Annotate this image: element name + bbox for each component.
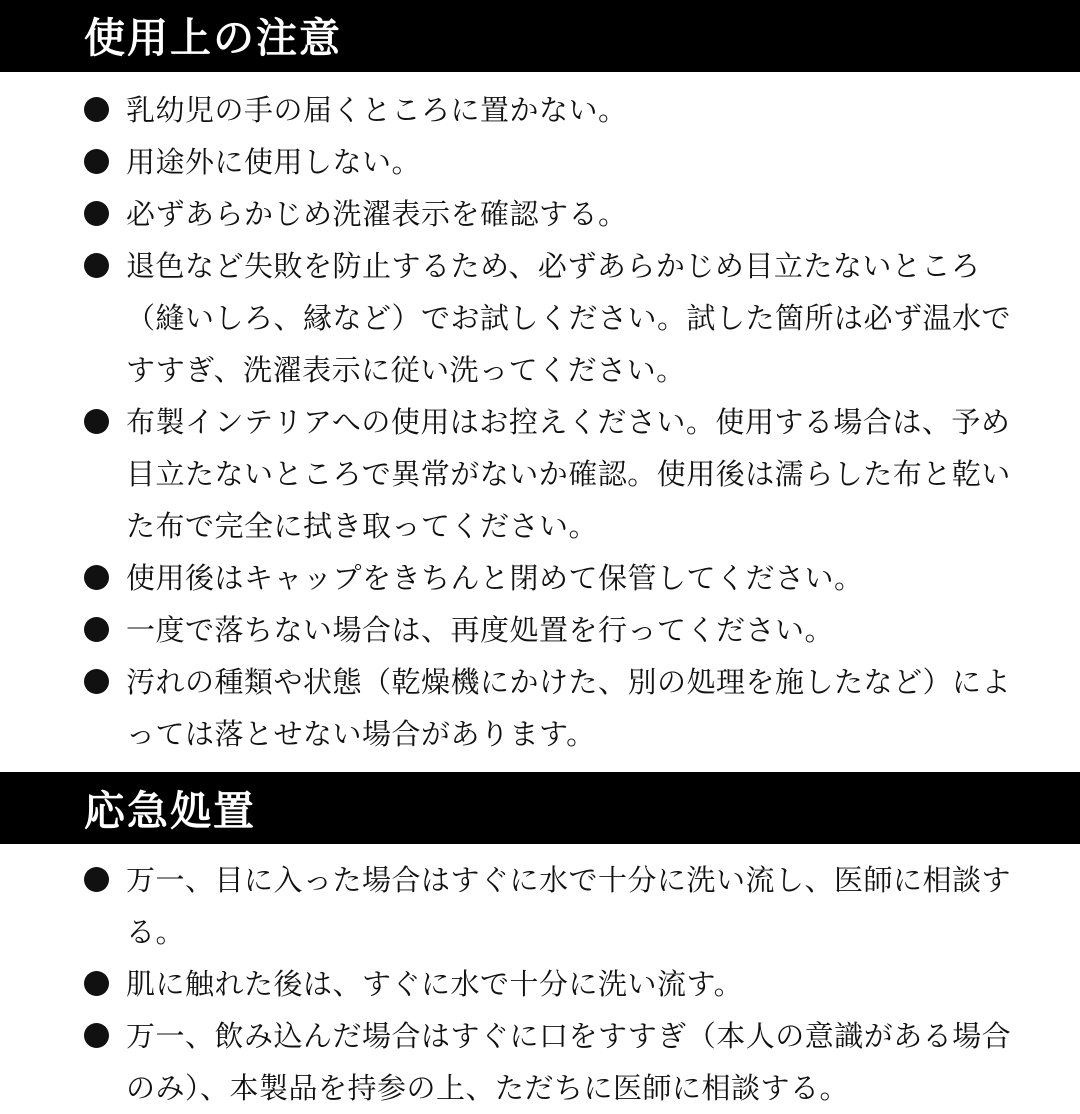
list-item	[84, 136, 1024, 188]
first-aid-list	[0, 854, 1080, 1114]
list-item-text: 一度で落ちない場合は、再度処置を行ってください。	[126, 613, 835, 647]
section-header-emergency	[0, 772, 1080, 844]
list-item	[84, 854, 1024, 958]
bullet-icon	[84, 149, 109, 174]
bullet-icon	[84, 253, 109, 278]
list-item-text: 布製インテリアへの使用はお控えください。使用する場合は、予め目立たないところで異常がないか確認。使用後は濡らした布と乾いた布で完全に拭き取ってください。	[126, 405, 1011, 543]
usage-notes-list	[0, 84, 1080, 760]
list-item	[84, 396, 1024, 552]
bullet-icon	[84, 97, 109, 122]
bullet-icon	[84, 971, 109, 996]
bullet-icon	[84, 867, 109, 892]
bullet-icon	[84, 669, 109, 694]
bullet-icon	[84, 409, 109, 434]
bullet-icon	[84, 565, 109, 590]
list-item	[84, 240, 1024, 396]
bullet-icon	[84, 1023, 109, 1048]
list-item-text: 退色など失敗を防止するため、必ずあらかじめ目立たないところ（縫いしろ、縁など）でお試しください。試した箇所は必ず温水ですすぎ、洗濯表示に従い洗ってください。	[126, 249, 1012, 387]
list-item	[84, 188, 1024, 240]
bullet-icon	[84, 617, 109, 642]
section-title-emergency: 応急処置	[84, 787, 256, 835]
list-item-text: 万一、飲み込んだ場合はすぐに口をすすぎ（本人の意識がある場合のみ）、本製品を持参の上、ただちに医師に相談する。	[126, 1019, 1012, 1105]
list-item	[84, 84, 1024, 136]
list-item	[84, 552, 1024, 604]
section-title-usage: 使用上の注意	[84, 14, 342, 62]
list-item	[84, 604, 1024, 656]
list-item-text: 必ずあらかじめ洗濯表示を確認する。	[126, 197, 628, 231]
list-item-text: 肌に触れた後は、すぐに水で十分に洗い流す。	[126, 967, 744, 1001]
list-item	[84, 656, 1024, 760]
list-item-text: 万一、目に入った場合はすぐに水で十分に洗い流し、医師に相談する。	[126, 863, 1012, 949]
list-item	[84, 958, 1024, 1010]
list-item-text: 使用後はキャップをきちんと閉めて保管してください。	[126, 561, 864, 595]
list-item-text: 汚れの種類や状態（乾燥機にかけた、別の処理を施したなど）によっては落とせない場合があります。	[126, 665, 1012, 751]
list-item	[84, 1010, 1024, 1114]
list-item-text: 用途外に使用しない。	[126, 145, 422, 179]
bullet-icon	[84, 201, 109, 226]
section-header-usage	[0, 0, 1080, 72]
list-item-text: 乳幼児の手の届くところに置かない。	[126, 93, 628, 127]
